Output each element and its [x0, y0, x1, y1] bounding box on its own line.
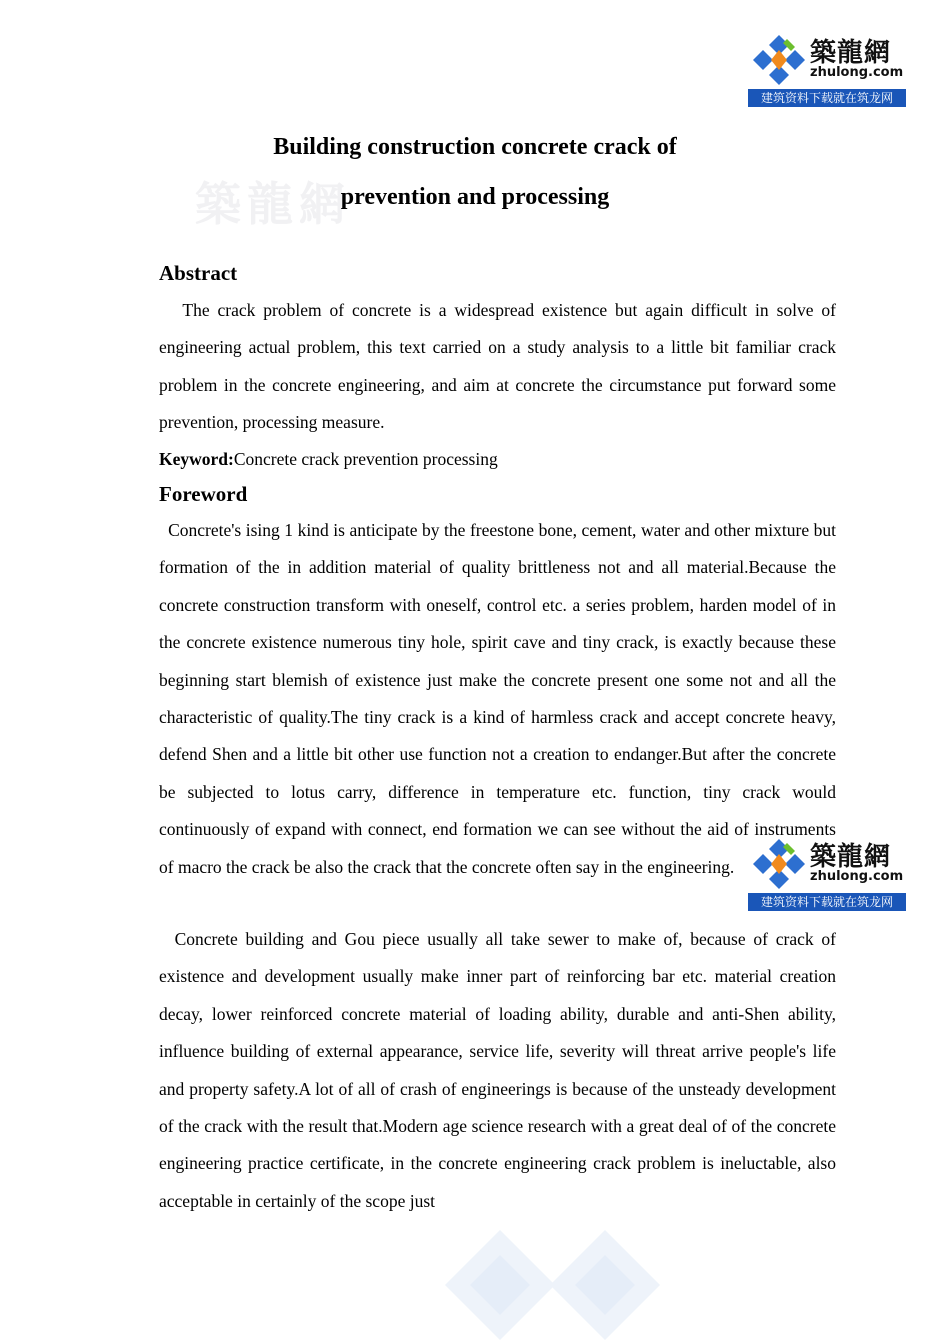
watermark-text: 築龍網 [195, 177, 351, 231]
logo-chinese-name: 築龍網 [810, 38, 892, 68]
document-title-line-2: prevention and processing [340, 184, 610, 210]
zhulong-logo-top [748, 30, 906, 108]
logo-domain: zhulong.com [810, 65, 904, 80]
abstract-text: The crack problem of concrete is a widespread existence but again difficult in solve of engineering actual problem, this text carried on a study analysis to a little bit familiar crack problem in the concrete engineering, and aim at concrete the circumstance put forward some prevention, processing measure. [159, 300, 836, 433]
keyword-value: Concrete crack prevention processing [233, 449, 498, 469]
document-title-line-1: Building construction concrete crack of [273, 134, 677, 160]
logo-domain: zhulong.com [810, 869, 904, 884]
foreword-heading: Foreword [159, 482, 248, 506]
keyword-label: Keyword: [159, 449, 234, 469]
logo-chinese-name: 築龍網 [810, 842, 892, 872]
logo-slogan: 建筑资料下载就在筑龙网 [748, 893, 906, 911]
logo-slogan: 建筑资料下载就在筑龙网 [748, 89, 906, 107]
keyword-line [159, 448, 498, 470]
foreword-paragraph-1: Concrete's ising 1 kind is anticipate by the freestone bone, cement, water and other mixture but formation of the in addition material of quality brittleness not and all material.Because the concrete construction transform with oneself, control etc. a series problem, harden model of in the concrete existence numerous tiny hole, spirit cave and tiny crack, is exactly because these beginning start blemish of existence just make the concrete present one some not and all the characteristic of quality.The tiny crack is a kind of harmless crack and accept concrete heavy, defend Shen and a little bit other use function not a creation to endanger.But after the concrete be subjected to lotus carry, difference in temperature etc. function, tiny crack would continuously of expand with connect, end formation we can see without the aid of instruments of macro the crack be also the crack that the concrete often say in the engineering. [159, 520, 836, 877]
watermark-diamonds-icon [440, 1225, 680, 1344]
foreword-paragraph-2: Concrete building and Gou piece usually all take sewer to make of, because of crack of existence and development usually make inner part of reinforcing bar etc. material creation decay, lower reinforced concrete material of loading ability, durable and anti-Shen ability, influence building of external appearance, service life, severity will threat arrive people's life and property safety.A lot of all of crash of engineerings is because of the unsteady development of the crack with the result that.Modern age science research with a great deal of of the concrete engineering practice certificate, in the concrete engineering crack problem is ineluctable, also acceptable in certainly of the scope just [159, 929, 836, 1211]
abstract-heading: Abstract [159, 261, 238, 285]
zhulong-logo-icon [751, 33, 807, 87]
